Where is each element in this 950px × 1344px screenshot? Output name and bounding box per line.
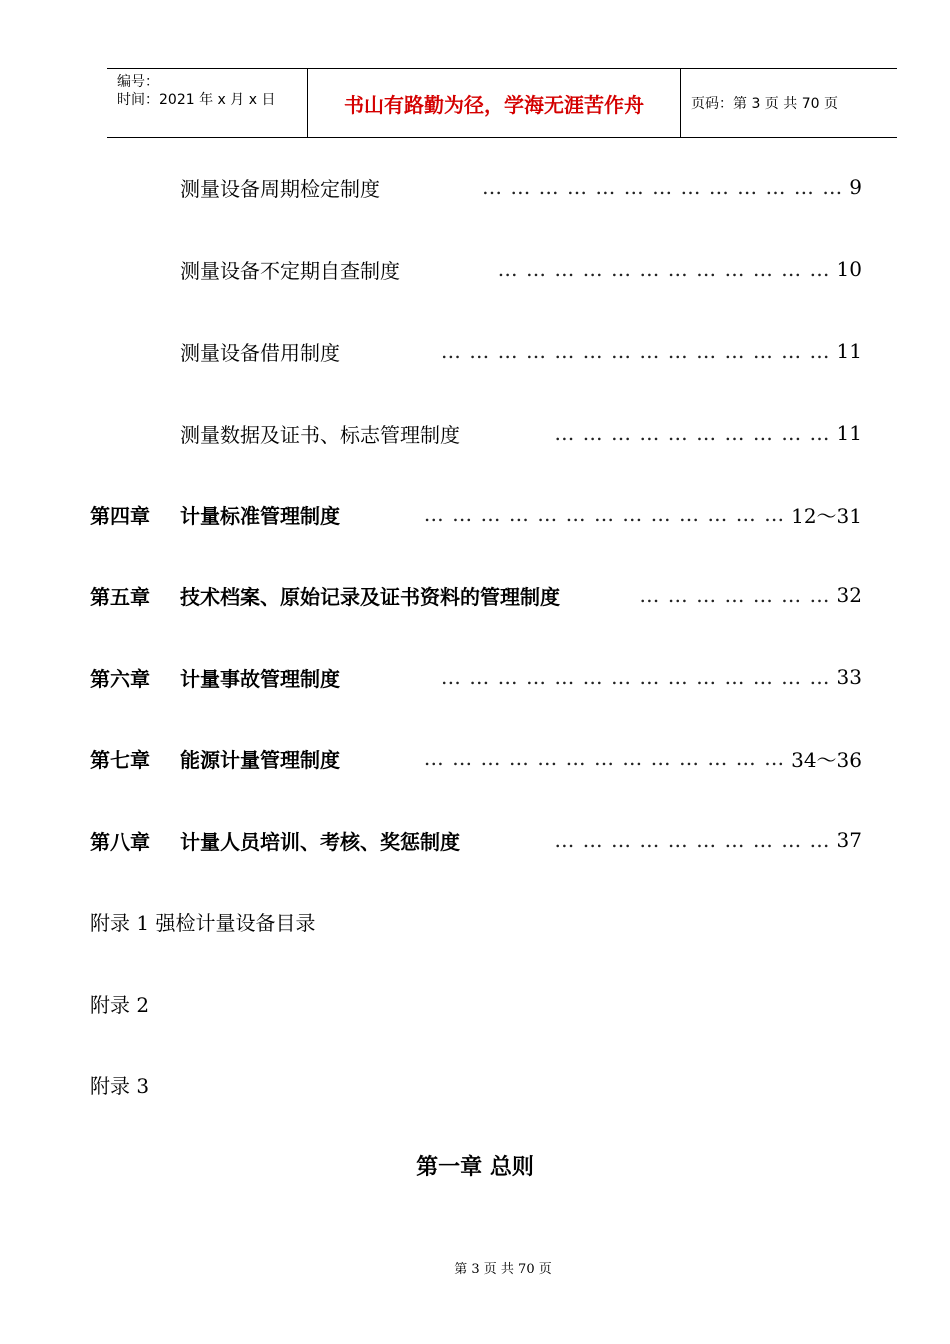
toc-chapter-entry	[90, 499, 862, 529]
toc-page-number: 32	[836, 583, 862, 607]
toc-leader: … … … … … … … … … … … … …	[481, 175, 844, 199]
toc-leader: … … … … … … … … … … … … … …	[440, 339, 831, 363]
header-date: 时间：2021 年 x 月 x 日	[117, 92, 276, 108]
toc-chapter-number: 第五章	[90, 584, 150, 609]
header-motto: 书山有路勤为径，学海无涯苦作舟	[308, 69, 681, 137]
header-meta	[107, 69, 308, 137]
toc-entry-title: 测量设备周期检定制度	[180, 176, 380, 201]
chapter-heading: 第一章 总则	[416, 1155, 534, 1180]
page-header	[107, 68, 897, 138]
toc-chapter-number: 第六章	[90, 666, 150, 691]
toc-entry	[180, 254, 862, 284]
toc-chapter-number: 第八章	[90, 829, 150, 854]
toc-leader: … … … … … … … … … … … … …	[423, 502, 786, 526]
toc-chapter-title: 能源计量管理制度	[180, 747, 340, 772]
header-page-info: 页码：第 3 页 共 70 页	[691, 96, 838, 112]
toc-page-number: 11	[836, 421, 862, 445]
appendix-entry: 附录 3	[90, 1074, 150, 1098]
toc-chapter-title: 计量标准管理制度	[180, 503, 340, 528]
toc-entry	[180, 418, 862, 448]
appendix-entry: 附录 2	[90, 993, 150, 1017]
toc-chapter-number: 第七章	[90, 747, 150, 772]
toc-page-number: 12～31	[791, 503, 862, 528]
toc-entry-title: 测量设备借用制度	[180, 340, 340, 365]
toc-page-number: 10	[836, 257, 862, 281]
toc-chapter-entry	[90, 825, 862, 855]
toc-entry-title: 测量设备不定期自查制度	[180, 258, 400, 283]
toc-page-number: 33	[836, 665, 862, 689]
toc-leader: … … … … … … … … … … … … … …	[440, 665, 831, 689]
toc-leader: … … … … … … … … … … … …	[497, 257, 831, 281]
toc-page-number: 37	[836, 828, 862, 852]
toc-chapter-entry	[90, 743, 862, 773]
toc-entry-title: 测量数据及证书、标志管理制度	[180, 422, 460, 447]
toc-chapter-title: 技术档案、原始记录及证书资料的管理制度	[180, 584, 560, 609]
toc-page-number: 9	[849, 175, 862, 199]
toc-leader: … … … … … … … … … …	[554, 828, 831, 852]
toc-chapter-number: 第四章	[90, 503, 150, 528]
toc-leader: … … … … … … … … … …	[554, 421, 831, 445]
toc-chapter-entry	[90, 662, 862, 692]
toc-leader: … … … … … … … … … … … … …	[423, 746, 786, 770]
toc-chapter-entry	[90, 580, 862, 610]
toc-chapter-title: 计量事故管理制度	[180, 666, 340, 691]
toc-leader: … … … … … … …	[639, 583, 831, 607]
header-number-label: 编号：	[117, 74, 159, 90]
toc-page-number: 34～36	[791, 747, 862, 772]
toc-entry	[180, 336, 862, 366]
toc-chapter-title: 计量人员培训、考核、奖惩制度	[180, 829, 460, 854]
page-footer: 第 3 页 共 70 页	[454, 1262, 552, 1277]
appendix-entry: 附录 1 强检计量设备目录	[90, 911, 316, 935]
toc-page-number: 11	[836, 339, 862, 363]
toc-entry	[180, 172, 862, 202]
